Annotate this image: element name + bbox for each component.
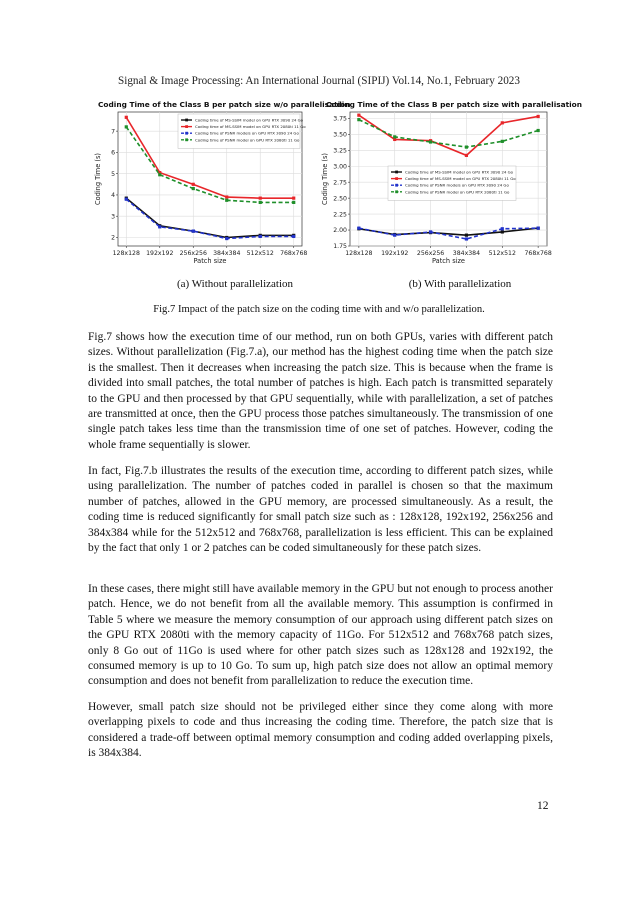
data-point	[192, 187, 195, 190]
y-tick-label: 2.50	[333, 195, 347, 203]
data-point	[259, 235, 262, 238]
y-tick-label: 2.00	[333, 227, 347, 235]
data-point	[259, 197, 262, 200]
x-tick-label: 512x512	[488, 250, 516, 257]
data-point	[225, 237, 228, 240]
data-point	[158, 173, 161, 176]
data-point	[292, 235, 295, 238]
legend-marker	[185, 132, 188, 135]
data-point	[125, 198, 128, 201]
data-point	[429, 230, 432, 233]
y-tick-label: 2	[111, 234, 115, 242]
x-tick-label: 256x256	[416, 250, 445, 257]
x-tick-label: 768x768	[280, 250, 308, 257]
y-tick-label: 7	[111, 128, 115, 136]
data-point	[465, 234, 468, 237]
data-point	[225, 195, 228, 198]
x-tick-label: 384x384	[213, 250, 241, 257]
data-point	[357, 114, 360, 117]
data-point	[357, 227, 360, 230]
y-tick-label: 2.25	[333, 211, 347, 219]
chart-title: Coding Time of the Class B per patch size w/o parallelisation	[98, 100, 351, 109]
data-point	[292, 197, 295, 200]
data-point	[292, 201, 295, 204]
data-point	[158, 225, 161, 228]
data-point	[125, 125, 128, 128]
paragraph-1: Fig.7 shows how the execution time of our method, run on both GPUs, varies with different patch sizes. Without parallelization (Fig.7.a), our method has the highest coding time when the patch size is the smallest. Then it decreases when increasing the patch size. This is because when the frame is divided into small patches, the total number of patches is high. Each patch is transmitted separately to the GPU and then processed by that GPU sequentially, while with parallelization, a set of patches are transmitted at once, then the GPU process those patches simultaneously. The transmission of one single patch takes less time than the transmission time of one set of patches. However, coding the whole frame sequentially is slower.	[88, 331, 553, 451]
subcaption-b: (b) With parallelization	[408, 278, 512, 290]
y-tick-label: 6	[111, 149, 115, 157]
data-point	[192, 183, 195, 186]
legend-entry: Coding time of MS-SSIM model on GPU RTX 2080ti 11 Go	[405, 176, 516, 182]
y-axis-label: Coding Time (s)	[321, 153, 329, 205]
y-axis-label: Coding Time (s)	[94, 153, 102, 205]
paragraph-3: In these cases, there might still have available memory in the GPU but not enough to process another patch. Hence, we do not benefit from all the available memory. This assumption is confirmed in Table 5 where we measure the memory consumption of our approach using different patch sizes on the GPU RTX 2080ti with the memory capacity of 11Go. For 512x512 and 768x768 patch sizes, only 8 Go out of 11Go is used where for other patch sizes such as 128x128 and 192x192, the consumed memory is up to 10 Go. To sum up, high patch size does not allow an optimal memory consumption and does not benefit from parallelization to reduce the execution time.	[88, 583, 553, 688]
subcaption-a: (a) Without parallelization	[176, 278, 294, 290]
legend-entry: Coding time of PSNR models on GPU RTX 3090 24 Go	[405, 182, 509, 188]
data-point	[393, 135, 396, 138]
chart-title: Coding Time of the Class B per patch size with parallelisation	[326, 100, 583, 109]
data-point	[537, 227, 540, 230]
x-tick-label: 192x192	[146, 250, 174, 257]
paragraph-4: However, small patch size should not be privileged either since they come along with more overlapping pixels to code and thus increasing the coding time. Therefore, the patch size that is considered a trade-off between optimal memory consumption and coding added overlapping pixels, is 384x384.	[88, 701, 553, 760]
paragraph-2: In fact, Fig.7.b illustrates the results of the execution time, according to different patch sizes, while using parallelization. The number of patches coded in parallel is chosen so that the maximum number of patches, allowed in the GPU memory, are processed simultaneously. As a result, the coding time is reduced significantly for small patch size such as : 128x128, 192x192, 256x256 and 384x384 while for the 512x512 and 768x768, parallelization is less efficient. This can be explained by the fact that only 1 or 2 patches can be coded simultaneously for these patch sizes.	[88, 465, 553, 555]
x-tick-label: 768x768	[524, 250, 552, 257]
figure-caption: Fig.7 Impact of the patch size on the coding time with and w/o parallelization.	[153, 304, 485, 315]
data-point	[429, 140, 432, 143]
data-point	[465, 145, 468, 148]
legend-marker	[395, 177, 398, 180]
x-axis-label: Patch size	[193, 257, 227, 265]
data-point	[537, 115, 540, 118]
page-number: 12	[537, 800, 549, 812]
y-tick-label: 1.75	[333, 243, 347, 251]
data-point	[501, 230, 504, 233]
legend-entry: Coding time of PSNR model on GPU RTX 2080ti 11 Go	[195, 137, 300, 143]
y-tick-label: 2.75	[333, 179, 347, 187]
y-tick-label: 3.75	[333, 115, 347, 123]
data-point	[259, 201, 262, 204]
data-point	[537, 129, 540, 132]
data-point	[225, 199, 228, 202]
legend-marker	[185, 125, 188, 128]
x-tick-label: 128x128	[345, 250, 373, 257]
journal-header: Signal & Image Processing: An International Journal (SIPIJ) Vol.14, No.1, February 2023	[118, 75, 520, 87]
y-tick-label: 3.00	[333, 163, 347, 171]
data-point	[465, 237, 468, 240]
data-point	[393, 234, 396, 237]
legend-marker	[185, 119, 188, 122]
x-tick-label: 128x128	[112, 250, 140, 257]
chart-with-parallelization	[321, 96, 583, 268]
data-point	[501, 140, 504, 143]
x-tick-label: 384x384	[452, 250, 481, 257]
legend-entry: Coding time of PSNR model on GPU RTX 2080ti 11 Go	[405, 189, 510, 195]
y-tick-label: 5	[111, 170, 115, 178]
y-tick-label: 3	[111, 213, 115, 221]
data-point	[192, 230, 195, 233]
y-tick-label: 3.50	[333, 131, 347, 139]
data-point	[125, 116, 128, 119]
legend-marker	[395, 171, 398, 174]
data-point	[501, 227, 504, 230]
x-tick-label: 256x256	[179, 250, 207, 257]
legend-entry: Coding time of MS-SSIM model on GPU RTX 3090 24 Go	[405, 169, 514, 175]
legend-entry: Coding time of MS-SSIM model on GPU RTX 2080ti 11 Go	[195, 124, 306, 130]
x-tick-label: 512x512	[246, 250, 274, 257]
y-tick-label: 3.25	[333, 147, 347, 155]
legend-entry: Coding time of MS-SSIM model on GPU RTX 3090 24 Go	[195, 117, 304, 123]
y-tick-label: 4	[111, 192, 115, 200]
x-axis-label: Patch size	[432, 257, 465, 265]
data-point	[501, 121, 504, 124]
data-point	[465, 154, 468, 157]
legend-entry: Coding time of PSNR models on GPU RTX 3090 24 Go	[195, 130, 299, 136]
legend-marker	[395, 190, 398, 193]
legend-marker	[395, 184, 398, 187]
data-point	[357, 118, 360, 121]
legend-marker	[185, 138, 188, 141]
x-tick-label: 192x192	[381, 250, 409, 257]
